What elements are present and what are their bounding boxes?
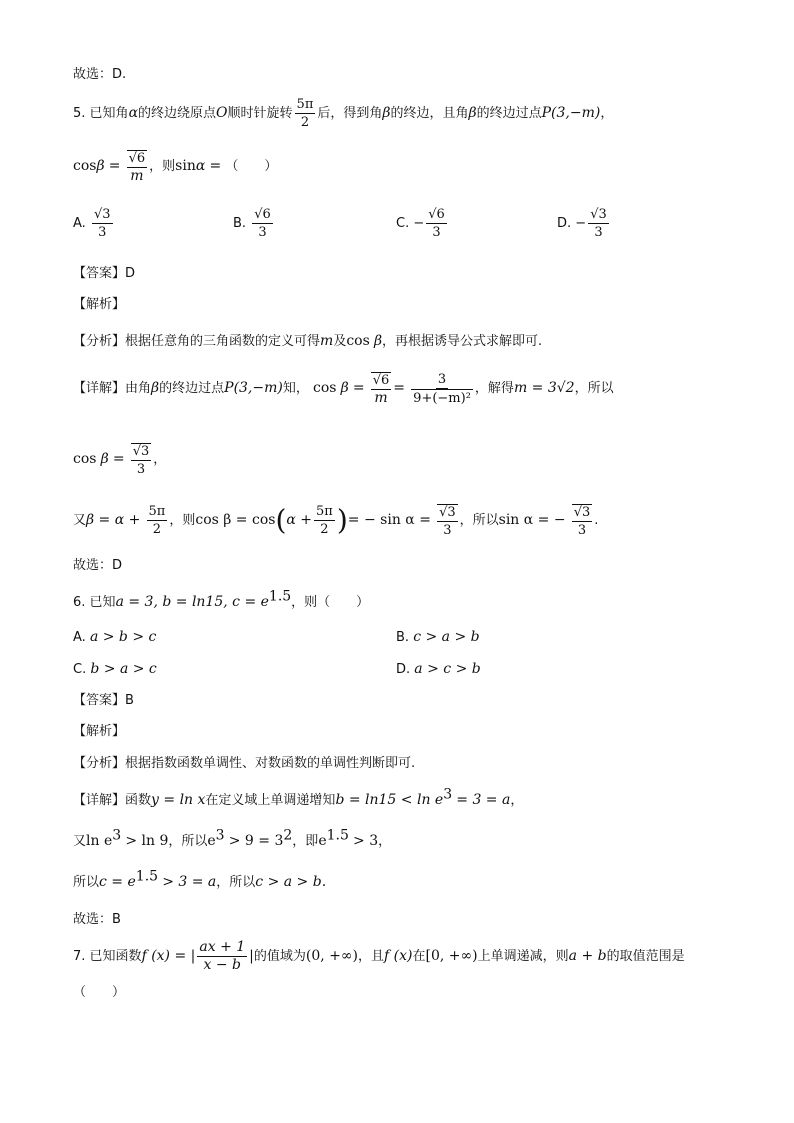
q7-number: 7. xyxy=(73,949,86,964)
q4-choose: 故选：D. xyxy=(73,67,127,82)
q5-option-d[interactable]: D. − $\frac{√3}{3}$ xyxy=(557,207,607,240)
q5-detail-line1: 【详解】由角β的终边过点P(3,−m)知， cos β = $\frac{√6}{m}$ = $\frac{3}{\text{9+(−m)²}}$ ，解得m = 3√2，所以 xyxy=(73,371,614,406)
q5-option-a[interactable]: A. $\frac{√3}{3}$ xyxy=(73,207,111,240)
q5-detail-line2: cos β = $\frac{√3}{3}$ ， xyxy=(73,443,167,477)
q5-detail-line3: 又β = α + $\frac{5\pi}{2}$ ，则cos β = cos(α + $\frac{5\pi}{2}$ )= − sin α = $\frac{√3}{3}$ ，所以sin α = − $\frac{√3}{3}$ . xyxy=(73,503,599,538)
q5-option-c[interactable]: C. − $\frac{√6}{3}$ xyxy=(396,207,445,240)
q5-stem-line2: cosβ = $\frac{√6}{m}$ ，则sinα = （ ） xyxy=(73,150,278,184)
rotation-fraction: $\frac{5\pi}{2}$ xyxy=(296,97,314,130)
q7-paren: （ ） xyxy=(73,985,126,1000)
q7-stem: 7. 已知函数f (x) = | $\frac{ax + 1}{x - b}$ |的值域为(0, +∞)，且f (x)在[0, +∞)上单调递减，则a + b的取值范围是 xyxy=(73,939,685,973)
q5-analysis-heading: 【解析】 xyxy=(73,297,126,312)
q6-option-d[interactable]: D. a > c > b xyxy=(396,661,481,677)
q5-fenxi: 【分析】根据任意角的三角函数的定义可得m及cos β，再根据诱导公式求解即可. xyxy=(73,333,543,349)
q6-fenxi: 【分析】根据指数函数单调性、对数函数的单调性判断即可. xyxy=(73,756,416,771)
q6-option-a[interactable]: A. a > b > c xyxy=(73,629,157,645)
q6-choose: 故选：B xyxy=(73,912,121,927)
q5-choose: 故选：D xyxy=(73,558,123,573)
q5-stem-line1: 5. 已知角α的终边绕原点O顺时针旋转 $\frac{5\pi}{2}$ 后，得到角β的终边，且角β的终边过点P(3,−m)， xyxy=(73,97,614,130)
q5-answer: 【答案】D xyxy=(73,266,136,281)
cos-beta-fraction: $\frac{√6}{m}$ xyxy=(128,150,146,184)
q6-analysis-heading: 【解析】 xyxy=(73,724,126,739)
q5-option-b[interactable]: B. $\frac{√6}{3}$ xyxy=(233,207,271,240)
q6-number: 6. xyxy=(73,595,86,610)
q6-option-c[interactable]: C. b > a > c xyxy=(73,661,157,677)
q6-detail-line3: 所以$c = e^{1.5} > 3 = a$，所以c > a > b. xyxy=(73,868,327,890)
q6-answer: 【答案】B xyxy=(73,693,134,708)
q6-stem: 6. 已知a = 3, b = ln15, $c = e^{1.5}$，则（ ） xyxy=(73,588,370,610)
q5-number: 5. xyxy=(73,106,86,121)
q6-option-b[interactable]: B. c > a > b xyxy=(396,629,480,645)
q6-detail-line2: 又$\ln e^3 > \ln 9$，所以$e^3 > 9 = 3^2$，即$e^{1.5} > 3$， xyxy=(73,827,392,849)
q6-detail-line1: 【详解】函数y = ln x在定义域上单调递增知$b = \ln 15 < \ln e^3 = 3 = a$， xyxy=(73,786,524,808)
